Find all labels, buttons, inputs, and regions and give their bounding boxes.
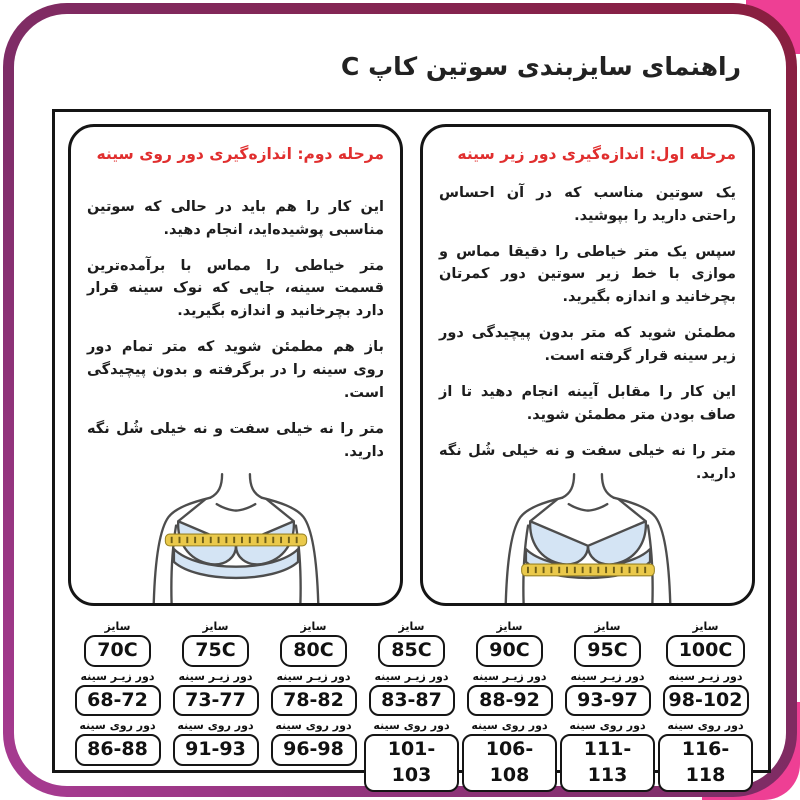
underbust-label: دور زیـر سینه (472, 669, 547, 683)
size-label: سایز (398, 620, 425, 633)
underbust-range: 73-77 (173, 685, 259, 717)
size-table (68, 617, 755, 792)
overbust-range: 116-118 (658, 734, 753, 791)
size-value: 70C (84, 635, 150, 667)
overbust-range: 106-108 (462, 734, 557, 791)
step2-paragraph: باز هم مطمئن شوید که متر تمام دور روی سینه را در برگرفته و بدون پیچیدگی است. (87, 339, 384, 402)
size-value: 75C (182, 635, 248, 667)
size-column-85c (364, 617, 459, 792)
size-value: 100C (666, 635, 746, 667)
overbust-range: 91-93 (173, 734, 259, 766)
step2-paragraph: متر را نه خیلی سفت و نه خیلی شُل نگه دارید. (87, 420, 384, 460)
overbust-label: دور روی سینه (569, 719, 646, 733)
step1-paragraph: مطمئن شوید که متر بدون پیچیدگی دور زیر سینه قرار گرفته است. (439, 325, 736, 365)
panel-step2-overbust (68, 124, 403, 606)
underbust-label: دور زیـر سینه (80, 669, 155, 683)
underbust-label: دور زیـر سینه (276, 669, 351, 683)
bra-overbust-measure-illustration (116, 472, 356, 606)
overbust-label: دور روی سینه (79, 719, 156, 733)
underbust-range: 68-72 (75, 685, 161, 717)
underbust-range: 83-87 (369, 685, 455, 717)
underbust-range: 88-92 (467, 685, 553, 717)
size-label: سایز (496, 620, 523, 633)
underbust-label: دور زیـر سینه (374, 669, 449, 683)
overbust-range: 86-88 (75, 734, 161, 766)
step2-paragraph: این کار را هم باید در حالی که سوتین مناسبی پوشیده‌اید، انجام دهید. (87, 198, 384, 238)
size-column-70c (70, 617, 165, 792)
size-value: 85C (378, 635, 444, 667)
underbust-label: دور زیـر سینه (668, 669, 743, 683)
overbust-label: دور روی سینه (471, 719, 548, 733)
overbust-label: دور روی سینه (667, 719, 744, 733)
underbust-label: دور زیـر سینه (570, 669, 645, 683)
step2-paragraph: متر خیاطی را مماس با برآمده‌ترین قسمت سینه، جایی که نوک سینه قرار دارد بچرخانید و اندازه بگیرید. (87, 257, 384, 320)
measuring-tape-overbust (165, 534, 306, 546)
size-label: سایز (692, 620, 719, 633)
size-column-75c (168, 617, 263, 792)
size-column-90c (462, 617, 557, 792)
size-column-95c (560, 617, 655, 792)
size-label: سایز (104, 620, 131, 633)
page-title: راهنمای سایزبندی سوتین کاپ C (341, 52, 741, 81)
size-value: 95C (574, 635, 640, 667)
overbust-label: دور روی سینه (177, 719, 254, 733)
step1-paragraph: متر را نه خیلی سفت و نه خیلی شُل نگه دارید. (439, 442, 736, 482)
overbust-range: 101-103 (364, 734, 459, 791)
underbust-label: دور زیـر سینه (178, 669, 253, 683)
instruction-panels (68, 124, 755, 606)
overbust-range: 111-113 (560, 734, 655, 791)
step1-paragraph: یک سوتین مناسب که در آن احساس راحتی دارید را بپوشید. (439, 184, 736, 224)
size-column-80c (266, 617, 361, 792)
overbust-label: دور روی سینه (275, 719, 352, 733)
size-value: 80C (280, 635, 346, 667)
size-label: سایز (202, 620, 229, 633)
overbust-label: دور روی سینه (373, 719, 450, 733)
panel-step1-heading: مرحله اول: اندازه‌گیری دور زیر سینه (457, 145, 736, 163)
guide-card-frame (3, 3, 797, 797)
panel-step2-heading: مرحله دوم: اندازه‌گیری دور روی سینه (96, 145, 384, 163)
size-label: سایز (300, 620, 327, 633)
step1-paragraph: سپس یک متر خیاطی را دقیقا مماس و موازی با خط زیر سوتین دور کمرتان بچرخانید و اندازه بگیرید. (439, 243, 736, 306)
panel-step1-underbust (420, 124, 755, 606)
bra-underbust-measure-illustration (468, 472, 708, 606)
size-column-100c (658, 617, 753, 792)
step1-paragraph: این کار را مقابل آیینه انجام دهید تا از صاف بودن متر مطمئن شوید. (439, 384, 736, 423)
underbust-range: 78-82 (271, 685, 357, 717)
content-box (52, 109, 771, 786)
measuring-tape-underbust (521, 564, 654, 576)
underbust-range: 93-97 (565, 685, 651, 717)
overbust-range: 96-98 (271, 734, 357, 766)
size-label: سایز (594, 620, 621, 633)
size-value: 90C (476, 635, 542, 667)
underbust-range: 98-102 (663, 685, 749, 717)
